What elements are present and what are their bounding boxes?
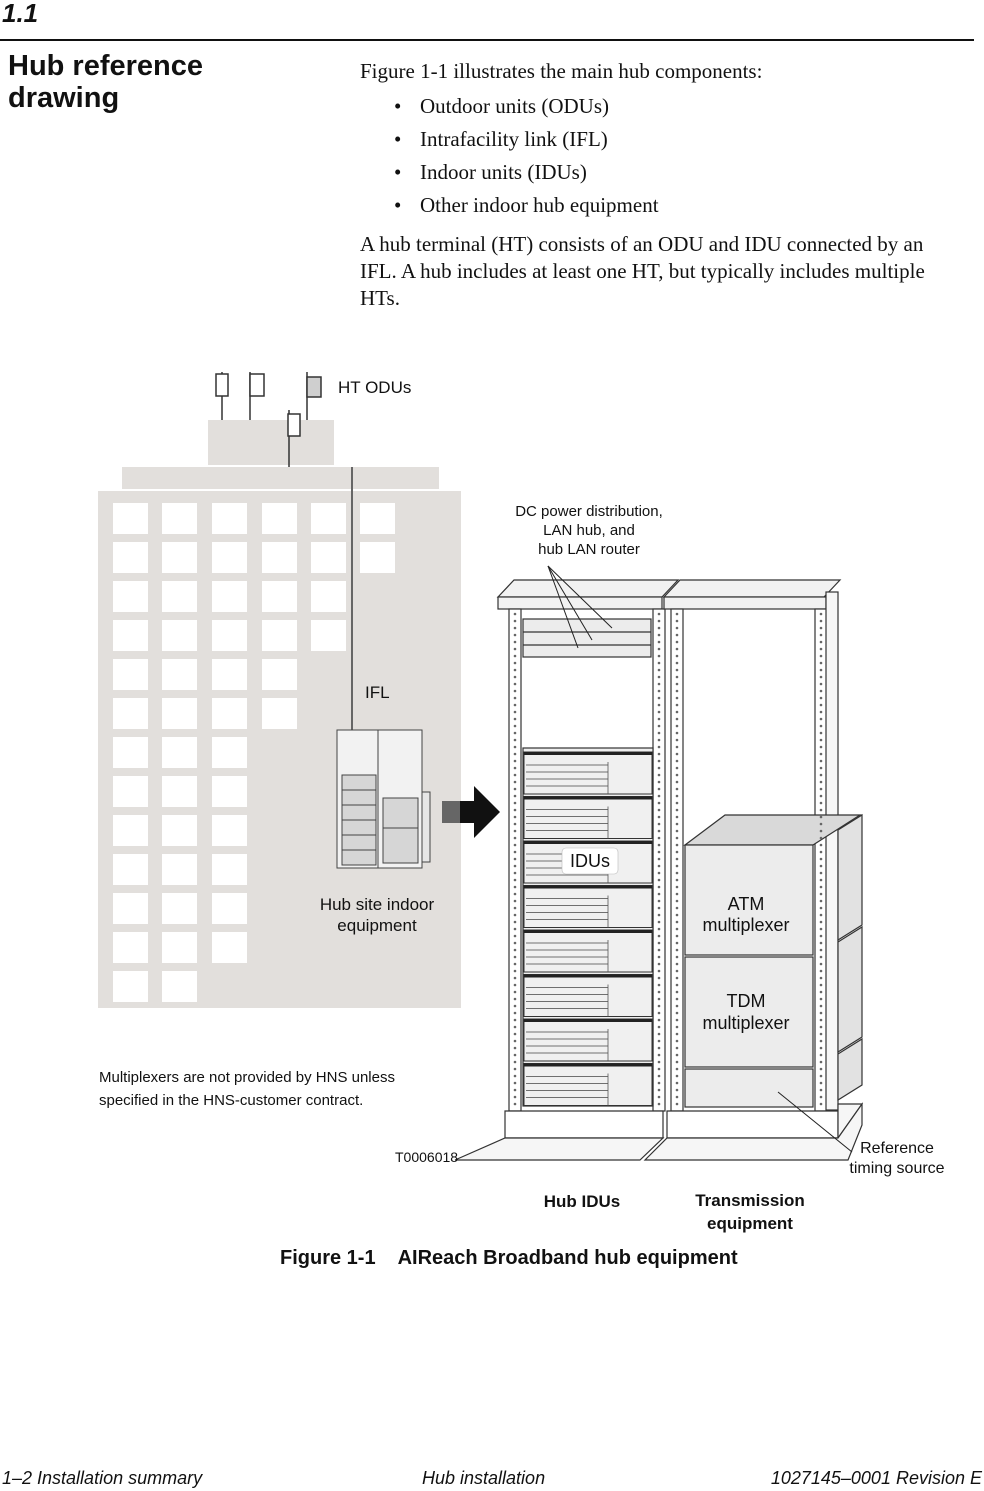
tdm-label-line1: TDM [726, 991, 766, 1011]
building-window [360, 542, 395, 573]
building-window [212, 698, 247, 729]
list-item: • Indoor units (IDUs) [360, 159, 960, 186]
ifl-label: IFL [365, 683, 390, 702]
building-window [162, 698, 197, 729]
building-window [162, 776, 197, 807]
transmission-caption-line2: equipment [707, 1214, 793, 1233]
building-window [212, 815, 247, 846]
building-window [113, 503, 148, 534]
section-number: 1.1 [2, 0, 39, 28]
building-window [212, 776, 247, 807]
building-window [113, 698, 148, 729]
idu-unit [524, 752, 652, 794]
section-title-line2: drawing [8, 82, 120, 114]
building-window [311, 620, 346, 651]
building-window [162, 854, 197, 885]
building-window [262, 503, 297, 534]
reference-label-line2: timing source [849, 1160, 945, 1177]
reference-label-line1: Reference [860, 1140, 934, 1157]
building-window [212, 932, 247, 963]
building-window [162, 620, 197, 651]
building-window [262, 581, 297, 612]
building-window [311, 542, 346, 573]
idus-label: IDUs [570, 851, 610, 871]
building-window [162, 581, 197, 612]
building-window [212, 893, 247, 924]
footer-left: 1–2 Installation summary [2, 1468, 203, 1488]
building-window [113, 659, 148, 690]
building-window [212, 620, 247, 651]
building-window [212, 659, 247, 690]
building-window [113, 776, 148, 807]
idu-unit [524, 1019, 652, 1061]
building-window [311, 581, 346, 612]
list-item: • Intrafacility link (IFL) [360, 126, 960, 153]
dc-power-label-line2: LAN hub, and [543, 522, 635, 539]
building-window [162, 815, 197, 846]
list-item: • Other indoor hub equipment [360, 192, 960, 219]
building-window [113, 542, 148, 573]
transmission-caption-line1: Transmission [695, 1191, 805, 1210]
building-window [360, 503, 395, 534]
dc-power-label-line3: hub LAN router [538, 541, 640, 558]
intro-paragraph: Figure 1-1 illustrates the main hub components: [360, 59, 763, 83]
hub-site-racks [337, 730, 430, 868]
ht-paragraph: A hub terminal (HT) consists of an ODU and IDU connected by an IFL. A hub includes at least one HT, but typically includes multiple HTs. [360, 232, 925, 310]
ht-odus-label: HT ODUs [338, 378, 412, 397]
building-window [162, 659, 197, 690]
building-window [212, 854, 247, 885]
figure-id: T0006018 [395, 1149, 459, 1165]
building-window [262, 659, 297, 690]
building-window [162, 893, 197, 924]
building-window [162, 932, 197, 963]
section-title-line1: Hub reference [8, 50, 204, 82]
building-window [113, 815, 148, 846]
building-window [212, 737, 247, 768]
figure-caption-number: Figure 1-1 [280, 1247, 376, 1269]
building-window [311, 503, 346, 534]
footer-right: 1027145–0001 Revision E [770, 1468, 982, 1488]
dc-power-label-line1: DC power distribution, [515, 503, 663, 520]
building-window [113, 893, 148, 924]
idu-unit [524, 930, 652, 972]
building-window [162, 542, 197, 573]
tdm-label-line2: multiplexer [702, 1013, 790, 1033]
footer-center: Hub installation [422, 1468, 546, 1488]
building-window [113, 581, 148, 612]
building-window [162, 503, 197, 534]
building-window [162, 971, 197, 1002]
idu-unit [524, 797, 652, 839]
building-window [262, 698, 297, 729]
multiplexer-note-line2: specified in the HNS-customer contract. [99, 1092, 364, 1109]
building-window [262, 620, 297, 651]
atm-label-line1: ATM [727, 894, 765, 914]
idu-unit [524, 975, 652, 1017]
idu-unit [524, 886, 652, 928]
hub-site-label-line1: Hub site indoor [319, 895, 435, 914]
building-window [113, 737, 148, 768]
atm-label-line2: multiplexer [702, 915, 790, 935]
transmission-rack [645, 580, 862, 1160]
building-window [262, 542, 297, 573]
figure-caption-title: AIReach Broadband hub equipment [397, 1247, 738, 1269]
idu-unit [524, 1064, 652, 1106]
building-window [212, 542, 247, 573]
building-window [212, 503, 247, 534]
building-window [113, 932, 148, 963]
multiplexer-note-line1: Multiplexers are not provided by HNS unless [99, 1069, 395, 1086]
figure-caption [280, 1247, 738, 1270]
building-window [162, 737, 197, 768]
hub-idus-caption: Hub IDUs [543, 1192, 621, 1211]
building-window [113, 971, 148, 1002]
hub-site-label-line2: equipment [337, 916, 417, 935]
building-window [212, 581, 247, 612]
building-window [113, 620, 148, 651]
list-item: • Outdoor units (ODUs) [360, 93, 960, 120]
building-window [113, 854, 148, 885]
